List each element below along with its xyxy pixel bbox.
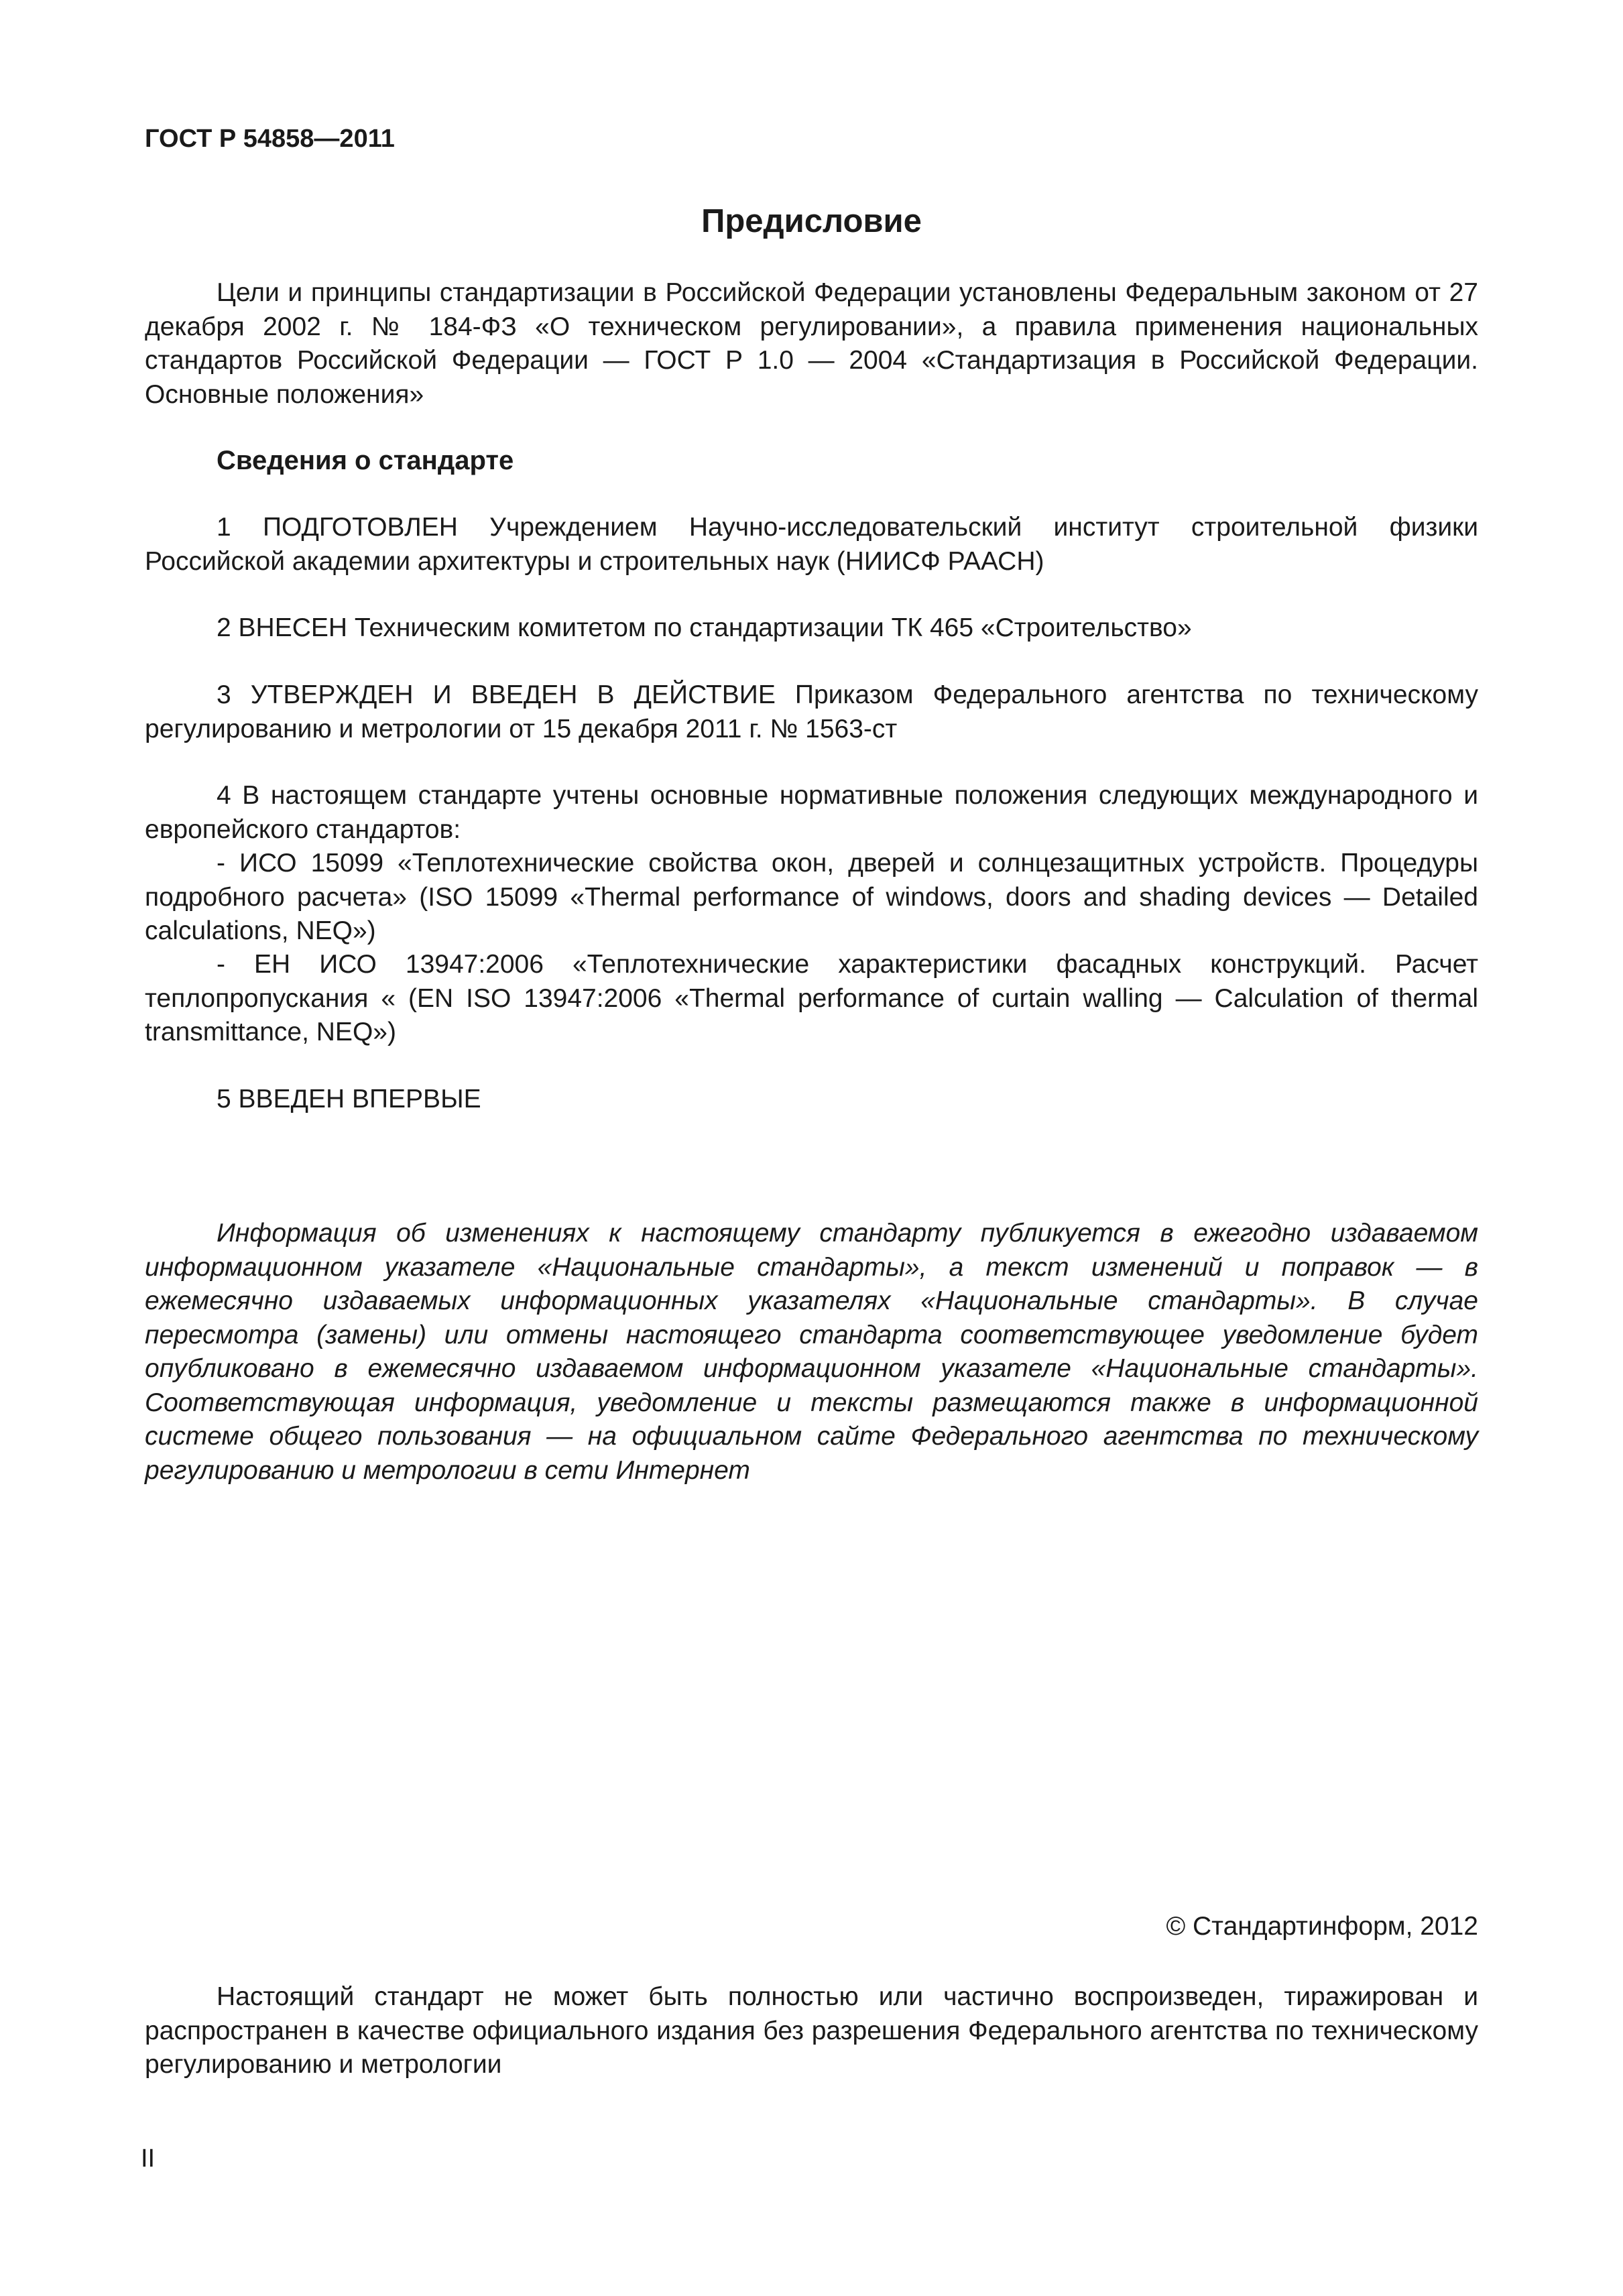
document-code-header: ГОСТ Р 54858—2011: [145, 125, 395, 153]
item-2-submitted: 2 ВНЕСЕН Техническим комитетом по стандартизации ТК 465 «Строительство»: [217, 613, 1192, 642]
item-4-standards-intro: 4 В настоящем стандарте учтены основные нормативные положения следующих международного и европейского стандартов:: [145, 781, 1478, 844]
item-5-first-introduced: 5 ВВЕДЕН ВПЕРВЫЕ: [217, 1085, 481, 1113]
page-title: Предисловие: [701, 203, 922, 239]
intro-paragraph: Цели и принципы стандартизации в Российской Федерации установлены Федеральным законом от 27 декабря 2002 г. № 184-ФЗ «О техническом регулировании», а правила применения национальных стандартов Российской Федерации — ГОСТ Р 1.0 — 2004 «Стандартизация в Российской Федерации. Основные положения»: [145, 278, 1478, 409]
item-4-iso-15099: - ИСО 15099 «Теплотехнические свойства окон, дверей и солнцезащитных устройств. Процедуры подробного расчета» (ISO 15099 «Thermal performance of windows, doors and shading devices — Detailed calculations, NEQ»): [145, 849, 1478, 945]
reproduction-notice: Настоящий стандарт не может быть полностью или частично воспроизведен, тиражирован и распространен в качестве официального издания без разрешения Федерального агентства по техническому регулированию и метрологии: [145, 1982, 1478, 2079]
item-4-en-iso-13947: - ЕН ИСО 13947:2006 «Теплотехнические характеристики фасадных конструкций. Расчет теплопропускания « (EN ISO 13947:2006 «Thermal performance of curtain walling — Calculation of thermal transmittance, NEQ»): [145, 950, 1478, 1046]
changes-info-paragraph: Информация об изменениях к настоящему стандарту публикуется в ежегодно издаваемом информационном указателе «Национальные стандарты», а текст изменений и поправок — в ежемесячно издаваемых информационных указателях «Национальные стандарты». В случае пересмотра (замены) или отмены настоящего стандарта соответствующее уведомление будет опубликовано в ежемесячно издаваемом информационном указателе «Национальные стандарты». Соответствующая информация, уведомление и тексты размещаются также в информационной системе общего пользования — на официальном сайте Федерального агентства по техническому регулированию и метрологии в сети Интернет: [145, 1219, 1478, 1485]
section-heading: Сведения о стандарте: [217, 446, 514, 475]
page-number: II: [141, 2144, 156, 2173]
item-3-approved: 3 УТВЕРЖДЕН И ВВЕДЕН В ДЕЙСТВИЕ Приказом Федерального агентства по техническому регулированию и метрологии от 15 декабря 2011 г. № 1563-ст: [145, 680, 1478, 743]
item-1-prepared: 1 ПОДГОТОВЛЕН Учреждением Научно-исследовательский институт строительной физики Российской академии архитектуры и строительных наук (НИИСФ РААСН): [145, 513, 1478, 576]
copyright-line: © Стандартинформ, 2012: [1166, 1912, 1478, 1941]
